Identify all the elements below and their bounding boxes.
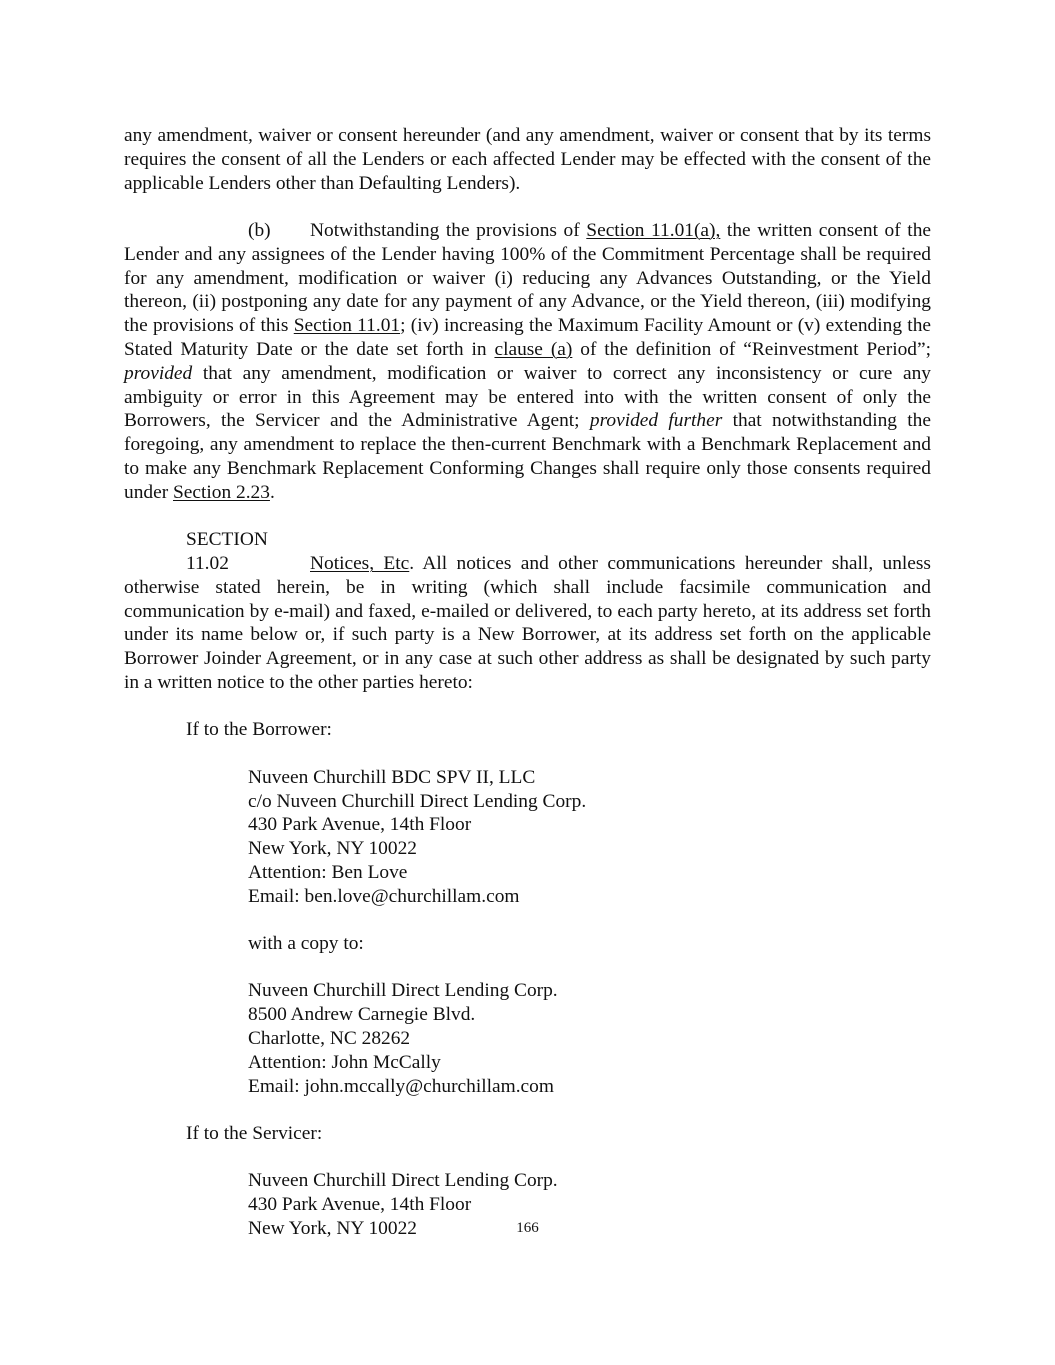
address-line: 8500 Andrew Carnegie Blvd. [248,1004,476,1026]
address-line: New York, NY 10022 [248,838,417,860]
attention-line: Attention: John McCally [248,1051,441,1073]
spacer [124,695,931,719]
address-line: 430 Park Avenue, 14th Floor [248,814,472,836]
page-number: 166 [516,1220,539,1236]
address-line: Nuveen Churchill Direct Lending Corp. [248,980,558,1002]
address-line: Nuveen Churchill BDC SPV II, LLC [248,766,536,788]
clause-label: (b) [248,219,271,241]
section-reference: Section 11.01 [293,315,401,337]
text: that notwithstanding the foregoing, any amendment to replace the then-current Benchmark with a Benchmark Replacement and to make any Benchmark Replacement Conforming Changes shall require only those consents required under [124,410,931,503]
document-page [124,124,931,1241]
spacer [124,195,931,219]
borrower-heading: If to the Borrower: [186,719,332,741]
spacer [124,908,931,932]
email-line: Email: john.mccally@churchillam.com [248,1075,554,1097]
address-line: Nuveen Churchill Direct Lending Corp. [248,1170,558,1192]
text: . All notices and other communications hereunder shall, unless otherwise stated herein, be in writing (which shall include facsimile communication and communication by e-mail) and faxed, e-mailed or delivered, to each party hereto, at its address set forth under its name below or, if such party is a New Borrower, at its address set forth on the applicable Borrower Joinder Agreement, or in any case at such other address as shall be designated by such party in a written notice to the other parties hereto: [124,552,931,693]
address-line: 430 Park Avenue, 14th Floor [248,1194,472,1216]
paragraph-continuation: any amendment, waiver or consent hereunder (and any amendment, waiver or consent that by its terms requires the consent of all the Lenders or each affected Lender may be effected with the consent of the applicable Lenders other than Defaulting Lenders). [124,125,931,194]
section-reference: Section 2.23 [173,481,270,503]
emphasis: provided further [589,410,723,432]
section-heading: Notices, Etc [310,552,410,574]
section-reference: Section 11.01(a), [586,219,721,241]
section-number: SECTION 11.02 [186,529,268,574]
text: the written consent of the Lender and any assignees of the Lender having 100% of the Commitment Percentage shall be required for any amendment, modification or waiver (i) reducing any Advances Outstanding, or the Yield thereon, (ii) postponing any date for any payment of any Advance, or the Yield thereon, (iii) modifying the provisions of this [124,219,931,337]
text: that any amendment, modification or waiver to correct any inconsistency or cure any ambiguity or error in this Agreement may be entered into with the written consent of only the Borrowers, the Servicer and the Administrative Agent; [124,362,931,432]
spacer [124,1146,931,1170]
copy-address [124,979,931,1098]
section-11-02 [124,528,931,695]
paragraph-b [124,219,931,505]
spacer [124,505,931,529]
text: Notwithstanding the provisions of [310,219,587,241]
attention-line: Attention: Ben Love [248,861,408,883]
spacer [124,956,931,980]
borrower-address [124,766,931,909]
text: ; (iv) increasing the Maximum Facility Amount or (v) extending the Stated Maturity Date or the date set forth in [124,315,931,360]
address-line: New York, NY 10022 [248,1218,417,1240]
text: of the definition of “Reinvestment Period”; [572,338,931,360]
address-line: c/o Nuveen Churchill Direct Lending Corp. [248,790,587,812]
spacer [124,742,931,766]
spacer [124,1098,931,1122]
copy-to-label: with a copy to: [248,933,364,955]
clause-reference: clause (a) [494,338,573,360]
emphasis: provided [124,362,193,384]
email-line: Email: ben.love@churchillam.com [248,885,520,907]
address-line: Charlotte, NC 28262 [248,1028,411,1050]
text: . [269,481,275,503]
servicer-heading: If to the Servicer: [186,1123,323,1145]
